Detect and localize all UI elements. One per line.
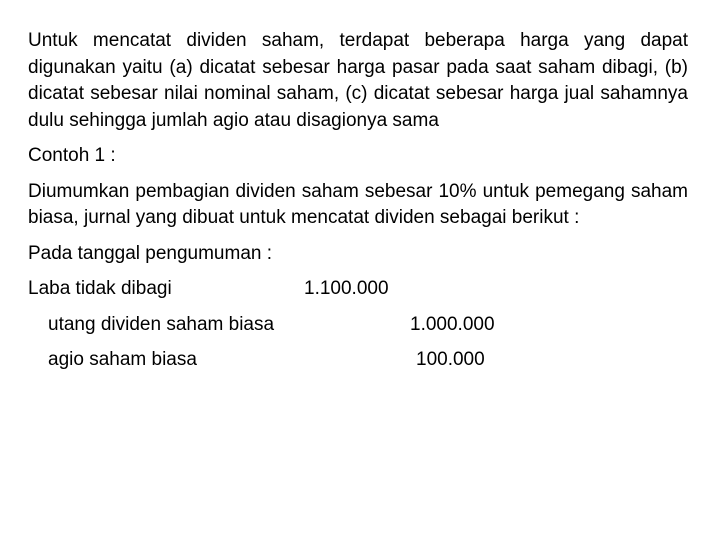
journal-row-credit: [28, 347, 688, 374]
example-heading: Contoh 1 :: [28, 145, 116, 166]
journal-row-credit: [28, 312, 688, 339]
intro-paragraph: Untuk mencatat dividen saham, terdapat beberapa harga yang dapat digunakan yaitu (a) dicatat sebesar harga pasar pada saat saham dibagi, (b) dicatat sebesar nilai nominal saham, (c) dicatat sebesar harga jual sahamnya dulu sehingga jumlah agio atau disagionya sama: [28, 30, 688, 131]
journal-account: utang dividen saham biasa: [48, 313, 275, 335]
journal-account: Laba tidak dibagi: [28, 278, 172, 299]
date-label: Pada tanggal pengumuman :: [28, 242, 273, 264]
journal-credit-amount: 1.000.000: [410, 313, 495, 335]
journal-credit-amount: 100.000: [416, 349, 485, 370]
journal-row-debit: [28, 276, 688, 303]
journal-debit-amount: 1.100.000: [304, 278, 389, 299]
slide-content: [28, 28, 688, 383]
example-description: Diumumkan pembagian dividen saham sebesar 10% untuk pemegang saham biasa, jurnal yang dibuat untuk mencatat dividen sebagai berikut :: [28, 180, 688, 228]
journal-account: agio saham biasa: [48, 349, 197, 370]
